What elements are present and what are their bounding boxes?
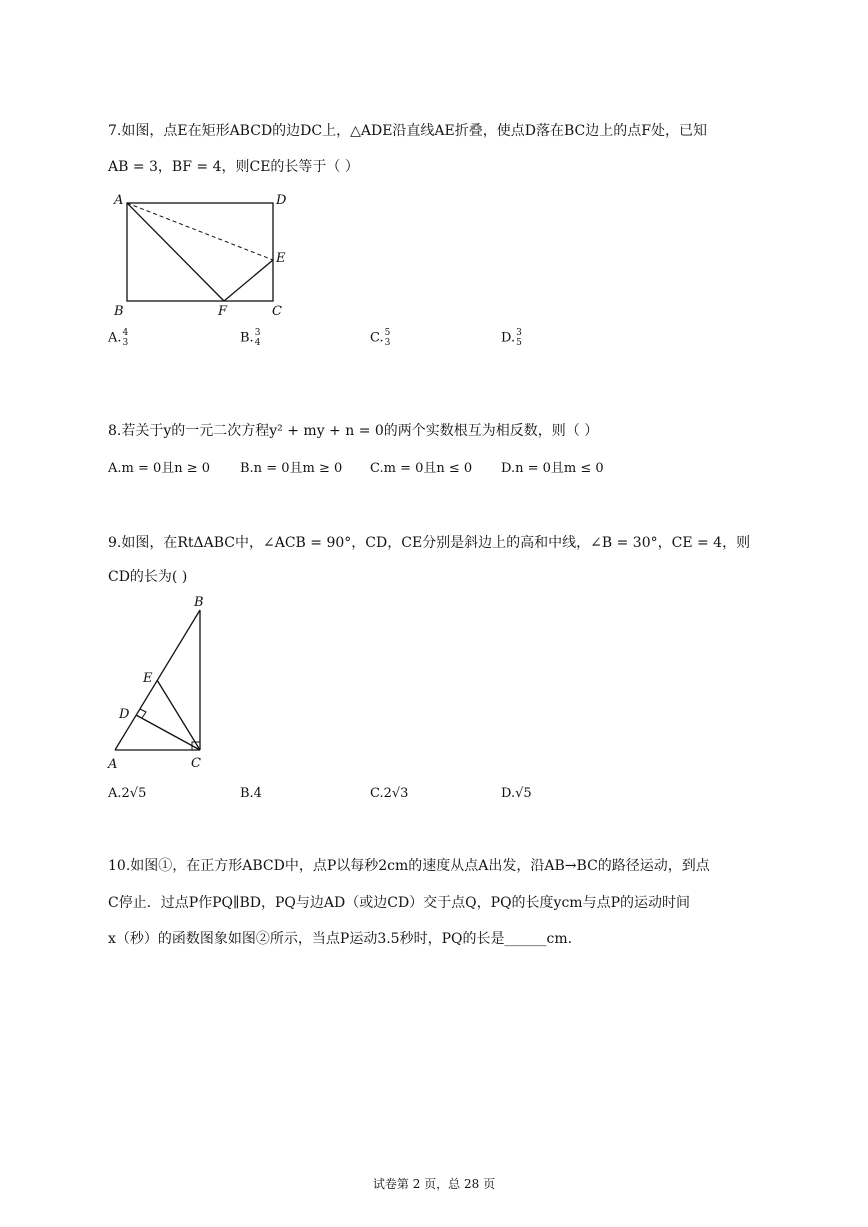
q9-option-c[interactable]: C.2√3 bbox=[370, 786, 409, 801]
segment-fe bbox=[224, 260, 273, 301]
label-f: F bbox=[218, 304, 228, 319]
q7-text-line1: 7.如图，点E在矩形ABCD的边DC上，△ADE沿直线AE折叠，使点D落在BC边上的点F处，已知 bbox=[108, 123, 707, 139]
q10-text-line2: C停止．过点P作PQ∥BD，PQ与边AD（或边CD）交于点Q，PQ的长度ycm与点P的运动时间 bbox=[108, 895, 690, 911]
label-c: C bbox=[191, 756, 201, 771]
q8-option-b[interactable]: B.n = 0且m ≥ 0 bbox=[240, 461, 343, 476]
q9-text-line1: 9.如图，在RtΔABC中，∠ACB = 90°，CD，CE分别是斜边上的高和中线，∠B = 30°，CE = 4，则 bbox=[108, 535, 751, 551]
q9-option-b[interactable]: B.4 bbox=[240, 786, 262, 801]
q10-text-line3: x（秒）的函数图象如图②所示，当点P运动3.5秒时，PQ的长是______cm. bbox=[108, 931, 573, 947]
q8-option-c[interactable]: C.m = 0且n ≤ 0 bbox=[370, 461, 473, 476]
label-a: A bbox=[108, 757, 118, 772]
q7-option-d[interactable]: D. 3 5 bbox=[501, 328, 522, 348]
q7-option-c[interactable]: C. 5 3 bbox=[370, 328, 391, 348]
segment-ce bbox=[157, 680, 200, 750]
label-c: C bbox=[272, 304, 282, 319]
label-e: E bbox=[276, 251, 286, 266]
q9-text-line2: CD的长为( ) bbox=[108, 569, 188, 585]
segment-cd bbox=[136, 715, 200, 750]
q9-figure-triangle bbox=[105, 590, 225, 775]
label-d: D bbox=[276, 193, 287, 208]
q9-option-d[interactable]: D.√5 bbox=[501, 786, 532, 801]
q7-option-a[interactable]: A. 4 3 bbox=[108, 328, 129, 348]
label-e: E bbox=[143, 671, 153, 686]
q8-option-d[interactable]: D.n = 0且m ≤ 0 bbox=[501, 461, 604, 476]
label-d: D bbox=[119, 707, 130, 722]
label-b: B bbox=[194, 595, 204, 610]
label-b: B bbox=[114, 304, 124, 319]
page-footer: 试卷第 2 页，总 28 页 bbox=[372, 1177, 496, 1191]
q8-option-a[interactable]: A.m = 0且n ≥ 0 bbox=[108, 461, 211, 476]
q7-figure-rectangle bbox=[108, 188, 308, 323]
q10-text-line1: 10.如图①，在正方形ABCD中，点P以每秒2cm的速度从点A出发，沿AB→BC的路径运动，到点 bbox=[108, 858, 710, 874]
q7-text-line2: AB = 3，BF = 4，则CE的长等于（ ） bbox=[108, 159, 359, 175]
q8-text-line1: 8.若关于y的一元二次方程y² + my + n = 0的两个实数根互为相反数，则（ ） bbox=[108, 423, 599, 439]
q7-option-b[interactable]: B. 3 4 bbox=[240, 328, 261, 348]
rectangle-abcd bbox=[127, 203, 273, 301]
right-angle-mark-d bbox=[140, 709, 146, 718]
segment-ae-dashed bbox=[127, 203, 273, 260]
q9-option-a[interactable]: A.2√5 bbox=[108, 786, 147, 801]
label-a: A bbox=[114, 193, 124, 208]
segment-af bbox=[127, 203, 224, 301]
